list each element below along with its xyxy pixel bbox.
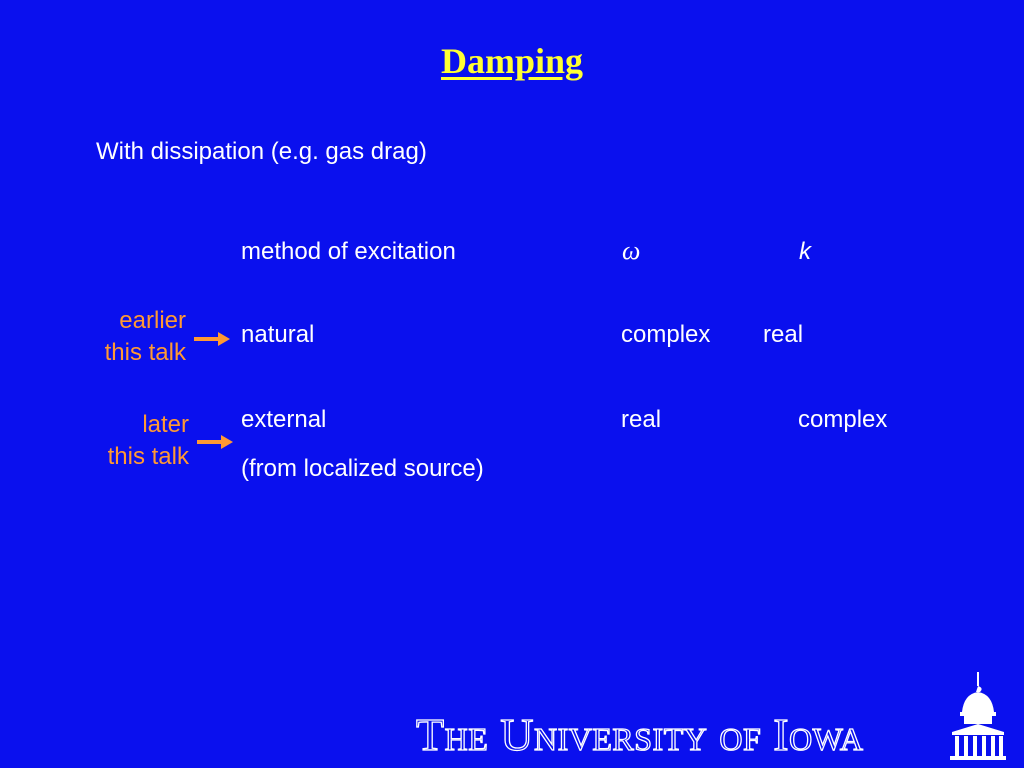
note-later-line2: this talk bbox=[107, 443, 189, 470]
right-arrow-icon bbox=[197, 435, 233, 449]
row-natural-k: real bbox=[763, 321, 804, 348]
header-omega: ω bbox=[622, 236, 641, 265]
intro-text: With dissipation (e.g. gas drag) bbox=[96, 138, 427, 165]
row-external-k: complex bbox=[798, 406, 888, 433]
note-earlier bbox=[60, 305, 186, 369]
note-earlier-line1: earlier bbox=[119, 307, 186, 334]
slide-title: Damping bbox=[440, 41, 584, 81]
university-wordmark: The University of Iowa bbox=[416, 709, 864, 760]
row-external-method: external bbox=[241, 406, 327, 433]
header-k: k bbox=[799, 238, 811, 265]
note-earlier-line2: this talk bbox=[104, 339, 186, 366]
row-external-detail: (from localized source) bbox=[241, 455, 484, 482]
old-capitol-dome-logo bbox=[944, 668, 1008, 764]
row-natural-method: natural bbox=[241, 321, 315, 348]
note-later bbox=[60, 409, 189, 473]
note-later-line1: later bbox=[142, 411, 189, 438]
right-arrow-icon bbox=[194, 332, 230, 346]
row-external-omega: real bbox=[621, 406, 662, 433]
row-natural-omega: complex bbox=[621, 321, 711, 348]
header-method: method of excitation bbox=[241, 238, 456, 265]
